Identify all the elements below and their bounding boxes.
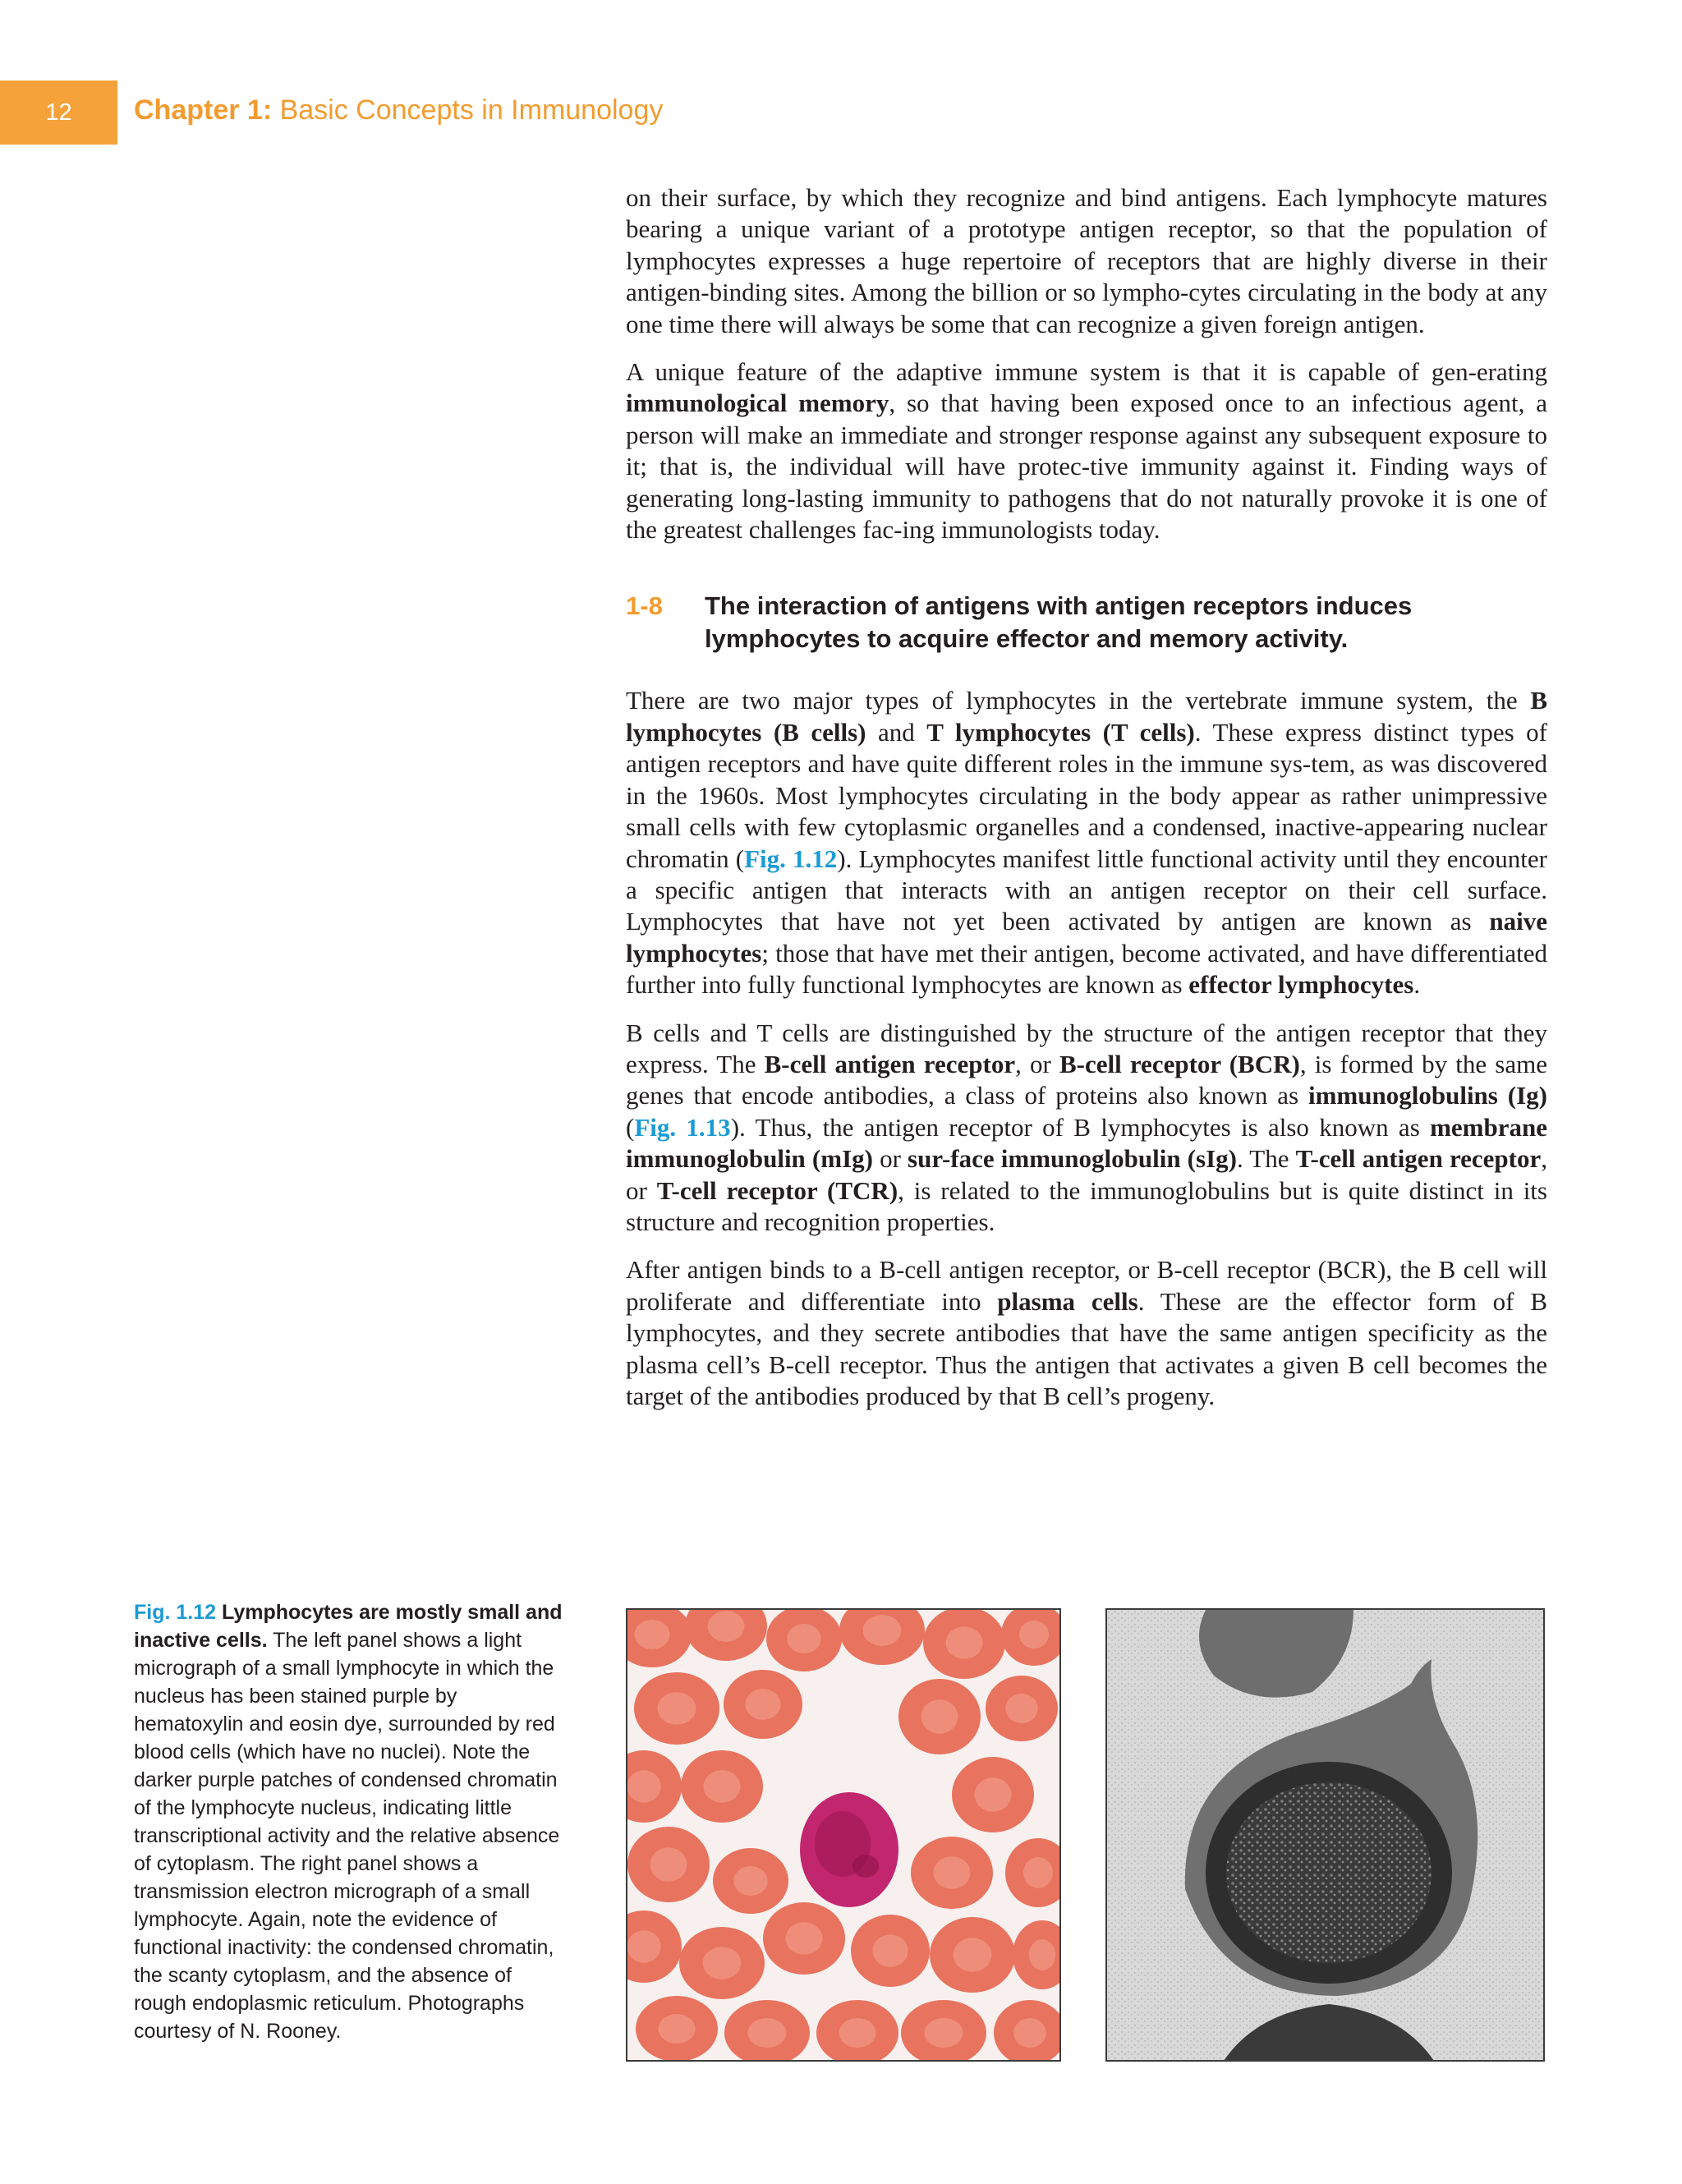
text-run: ). Lymphocytes manifest little functional activity until they encounter a specific antigen that interacts with an antigen receptor on their cell surface. Lymphocytes that have not yet been activated by antigen are known as bbox=[626, 844, 1547, 936]
red-blood-cell-center bbox=[975, 1777, 1012, 1811]
red-blood-cell-center bbox=[921, 1699, 958, 1733]
red-blood-cell-center bbox=[839, 2018, 876, 2048]
figure-reference-link[interactable]: Fig. 1.12 bbox=[744, 844, 838, 873]
text-run: B cells and T cells are distinguished by the structure of the antigen receptor that they express. The bbox=[626, 1018, 1547, 1078]
lymphocyte-chromatin-spot bbox=[852, 1855, 879, 1878]
body-paragraph bbox=[626, 182, 1547, 340]
key-term: immunological memory bbox=[626, 389, 889, 418]
key-term: B-cell antigen receptor bbox=[764, 1049, 1016, 1078]
section-number: 1-8 bbox=[626, 591, 663, 621]
text-run: . The bbox=[1236, 1144, 1296, 1174]
key-term: B lymphocytes (B cells) bbox=[626, 686, 1547, 747]
text-run: . These express distinct types of antigen receptors and have quite different roles in the immune sys-tem, as was discovered in the 1960s. Most lymphocytes circulating in the body appear as rather unimpressive small cells with few cytoplasmic organelles and a condensed, inactive-appearing nuclear chromatin ( bbox=[626, 717, 1547, 873]
red-blood-cell-center bbox=[787, 1624, 820, 1653]
page-number: 12 bbox=[0, 80, 117, 145]
key-term: plasma cells bbox=[997, 1286, 1138, 1316]
text-run: ( bbox=[626, 1112, 635, 1142]
text-run: , is related to the immunoglobulins but is quite distinct in its structure and recognition properties. bbox=[626, 1175, 1547, 1236]
section-title: The interaction of antigens with antigen receptors induces lymphocytes to acquire effector and memory activity. bbox=[705, 591, 1413, 654]
text-run: ). Thus, the antigen receptor of B lymphocytes is also known as bbox=[730, 1112, 1431, 1142]
body-paragraph bbox=[626, 1018, 1547, 1239]
key-term: effector lymphocytes bbox=[1188, 970, 1414, 1000]
red-blood-cell-center bbox=[1013, 2018, 1046, 2048]
text-run: After antigen binds to a B-cell antigen receptor, or B-cell receptor (BCR), the B cell will proliferate and differentiate into bbox=[626, 1255, 1547, 1316]
red-blood-cell-center bbox=[627, 1770, 661, 1803]
red-blood-cell-center bbox=[1023, 1857, 1053, 1888]
key-term: T-cell receptor (TCR) bbox=[656, 1175, 898, 1205]
figure-caption-text: The left panel shows a light micrograph of a small lymphocyte in which the nucleus has been stained purple by hematoxylin and eosin dye, surrounded by red blood cells (which have no nuclei). Note the darker purple patches of condensed chromatin of the lymphocyte nucleus, indicating little transcriptional activity and the relative absence of cytoplasm. The right panel shows a transmission electron micrograph of a small lymphocyte. Again, note the evidence of functional inactivity: the condensed chromatin, the scanty cytoplasm, and the absence of rough endoplasmic reticulum. Photographs courtesy of N. Rooney. bbox=[134, 1629, 560, 2043]
key-term: immunoglobulins (Ig) bbox=[1308, 1081, 1547, 1110]
light-micrograph-panel bbox=[626, 1608, 1061, 2062]
body-paragraph bbox=[626, 685, 1547, 1000]
electron-micrograph-panel bbox=[1105, 1608, 1545, 2062]
red-blood-cell-center bbox=[733, 1866, 767, 1896]
red-blood-cell-center bbox=[786, 1922, 823, 1955]
red-blood-cell-center bbox=[650, 1847, 687, 1881]
red-blood-cell-center bbox=[1005, 1694, 1038, 1723]
red-blood-cell-center bbox=[863, 1615, 902, 1646]
figure-reference-link[interactable]: Fig. 1.13 bbox=[634, 1112, 731, 1142]
key-term: T-cell antigen receptor bbox=[1295, 1144, 1542, 1174]
text-run: . bbox=[1413, 970, 1421, 1000]
key-term: B-cell receptor (BCR) bbox=[1059, 1049, 1300, 1078]
text-run: . These are the effector form of B lymphocytes, and they secrete antibodies that have the same antigen specificity as the plasma cell’s B-cell receptor. Thus the antigen that activates a given B cell becomes the target of the antibodies produced by that B cell’s progeny. bbox=[626, 1286, 1547, 1410]
red-blood-cell-center bbox=[634, 1620, 669, 1649]
text-run: or bbox=[872, 1144, 908, 1174]
red-blood-cell-center bbox=[658, 1692, 696, 1725]
red-blood-cell-center bbox=[946, 1626, 983, 1659]
figure-title: Lymphocytes are mostly small and inactive cells. bbox=[134, 1601, 563, 1652]
key-term: naive lymphocytes bbox=[626, 907, 1547, 968]
section-heading bbox=[626, 590, 1547, 655]
red-blood-cell-center bbox=[659, 2014, 696, 2044]
key-term: sur-face immunoglobulin (sIg) bbox=[908, 1144, 1237, 1174]
red-blood-cell-center bbox=[708, 1611, 745, 1642]
red-blood-cell-center bbox=[704, 1770, 741, 1803]
running-head bbox=[134, 94, 663, 126]
main-text-column bbox=[626, 182, 1547, 1428]
text-run: and bbox=[866, 717, 927, 747]
text-run: A unique feature of the adaptive immune system is that it is capable of gen-erating bbox=[626, 357, 1547, 387]
text-run: on their surface, by which they recognize and bind antigens. Each lymphocyte matures bearing a unique variant of a prototype antigen receptor, so that the population of lymphocytes expresses a huge repertoire of receptors that are highly diverse in their antigen-binding sites. Among the billion or so lympho-cytes circulating in the body at any one time there will always be some that can recognize a given foreign antigen. bbox=[626, 183, 1547, 338]
text-run: ; those that have met their antigen, become activated, and have differentiated further into fully functional lymphocytes are known as bbox=[626, 938, 1547, 1000]
text-run: There are two major types of lymphocytes in the vertebrate immune system, the bbox=[626, 686, 1531, 715]
red-blood-cell-center bbox=[872, 1934, 908, 1967]
red-blood-cell-center bbox=[934, 1856, 971, 1889]
text-run: , is formed by the same genes that encode antibodies, a class of proteins also known as bbox=[626, 1049, 1548, 1110]
red-blood-cell-center bbox=[748, 2018, 787, 2048]
red-blood-cell-center bbox=[1029, 1939, 1055, 1970]
red-blood-cell-center bbox=[925, 2018, 963, 2048]
red-blood-cell-center bbox=[954, 1938, 992, 1971]
electron-micrograph-image bbox=[1107, 1610, 1545, 2062]
body-paragraph bbox=[626, 1254, 1547, 1412]
light-micrograph-image bbox=[627, 1610, 1061, 2062]
red-blood-cell-center bbox=[1019, 1621, 1049, 1648]
figure-label: Fig. 1.12 bbox=[134, 1601, 217, 1624]
figure-caption bbox=[134, 1598, 569, 2045]
chapter-label: Chapter 1: bbox=[134, 94, 273, 126]
key-term: T lymphocytes (T cells) bbox=[926, 717, 1195, 747]
red-blood-cell-center bbox=[703, 1947, 742, 1979]
text-run: , or bbox=[1015, 1049, 1059, 1078]
nucleus-chromatin bbox=[1226, 1782, 1432, 1963]
chapter-title: Basic Concepts in Immunology bbox=[279, 94, 664, 126]
body-paragraph bbox=[626, 356, 1547, 545]
red-blood-cell-center bbox=[627, 1930, 661, 1963]
key-term: membrane immunoglobulin (mIg) bbox=[626, 1112, 1547, 1174]
text-run: , so that having been exposed once to an infectious agent, a person will make an immediate and stronger response against any subsequent exposure to it; that is, the individual will have protec-tive immunity against it. Finding ways of generating long-lasting immunity to pathogens that do not naturally provoke it is one of the greatest challenges fac-ing immunologists today. bbox=[626, 389, 1547, 545]
red-blood-cell-center bbox=[745, 1689, 780, 1720]
text-run: , or bbox=[626, 1144, 1547, 1205]
